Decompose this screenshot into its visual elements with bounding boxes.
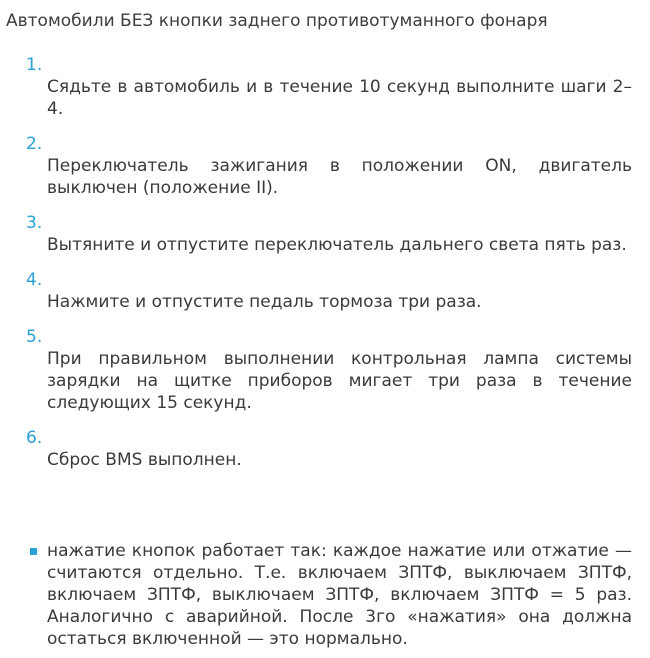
step-text: Сядьте в автомобиль и в течение 10 секунд выполните шаги 2–4. — [47, 77, 632, 119]
list-item-step-5 — [26, 326, 632, 414]
step-text: При правильном выполнении контрольная лампа системы зарядки на щитке приборов мигает три раза в течение следующих 15 секунд. — [47, 349, 632, 413]
step-text: Нажмите и отпустите педаль тормоза три раза. — [47, 292, 482, 312]
list-item-step-4 — [26, 269, 632, 313]
step-text: Сброс BMS выполнен. — [47, 450, 242, 470]
step-number: 1. — [26, 55, 43, 75]
list-item-step-2 — [26, 133, 632, 199]
section-heading: Автомобили БЕЗ кнопки заднего противотуманного фонаря — [6, 11, 548, 31]
step-number: 6. — [26, 428, 43, 448]
square-bullet-icon — [30, 548, 37, 555]
step-number: 4. — [26, 270, 43, 290]
list-item-step-3 — [26, 212, 632, 256]
list-item-step-1 — [26, 54, 632, 120]
list-item-step-6 — [26, 427, 632, 471]
note-item — [26, 540, 632, 650]
steps-list — [26, 54, 632, 484]
step-number: 2. — [26, 134, 43, 154]
step-number: 5. — [26, 327, 43, 347]
note-text: нажатие кнопок работает так: каждое нажатие или отжатие — считаются отдельно. Т.е. включаем ЗПТФ, выключаем ЗПТФ, включаем ЗПТФ, выключаем ЗПТФ, включаем ЗПТФ = 5 раз. Аналогично с аварийной. После 3го «нажатия» она должна остаться включенной — это нормально. — [47, 541, 632, 649]
step-text: Вытяните и отпустите переключатель дальнего света пять раз. — [47, 235, 627, 255]
step-number: 3. — [26, 213, 43, 233]
step-text: Переключатель зажигания в положении ON, двигатель выключен (положение II). — [47, 156, 632, 198]
